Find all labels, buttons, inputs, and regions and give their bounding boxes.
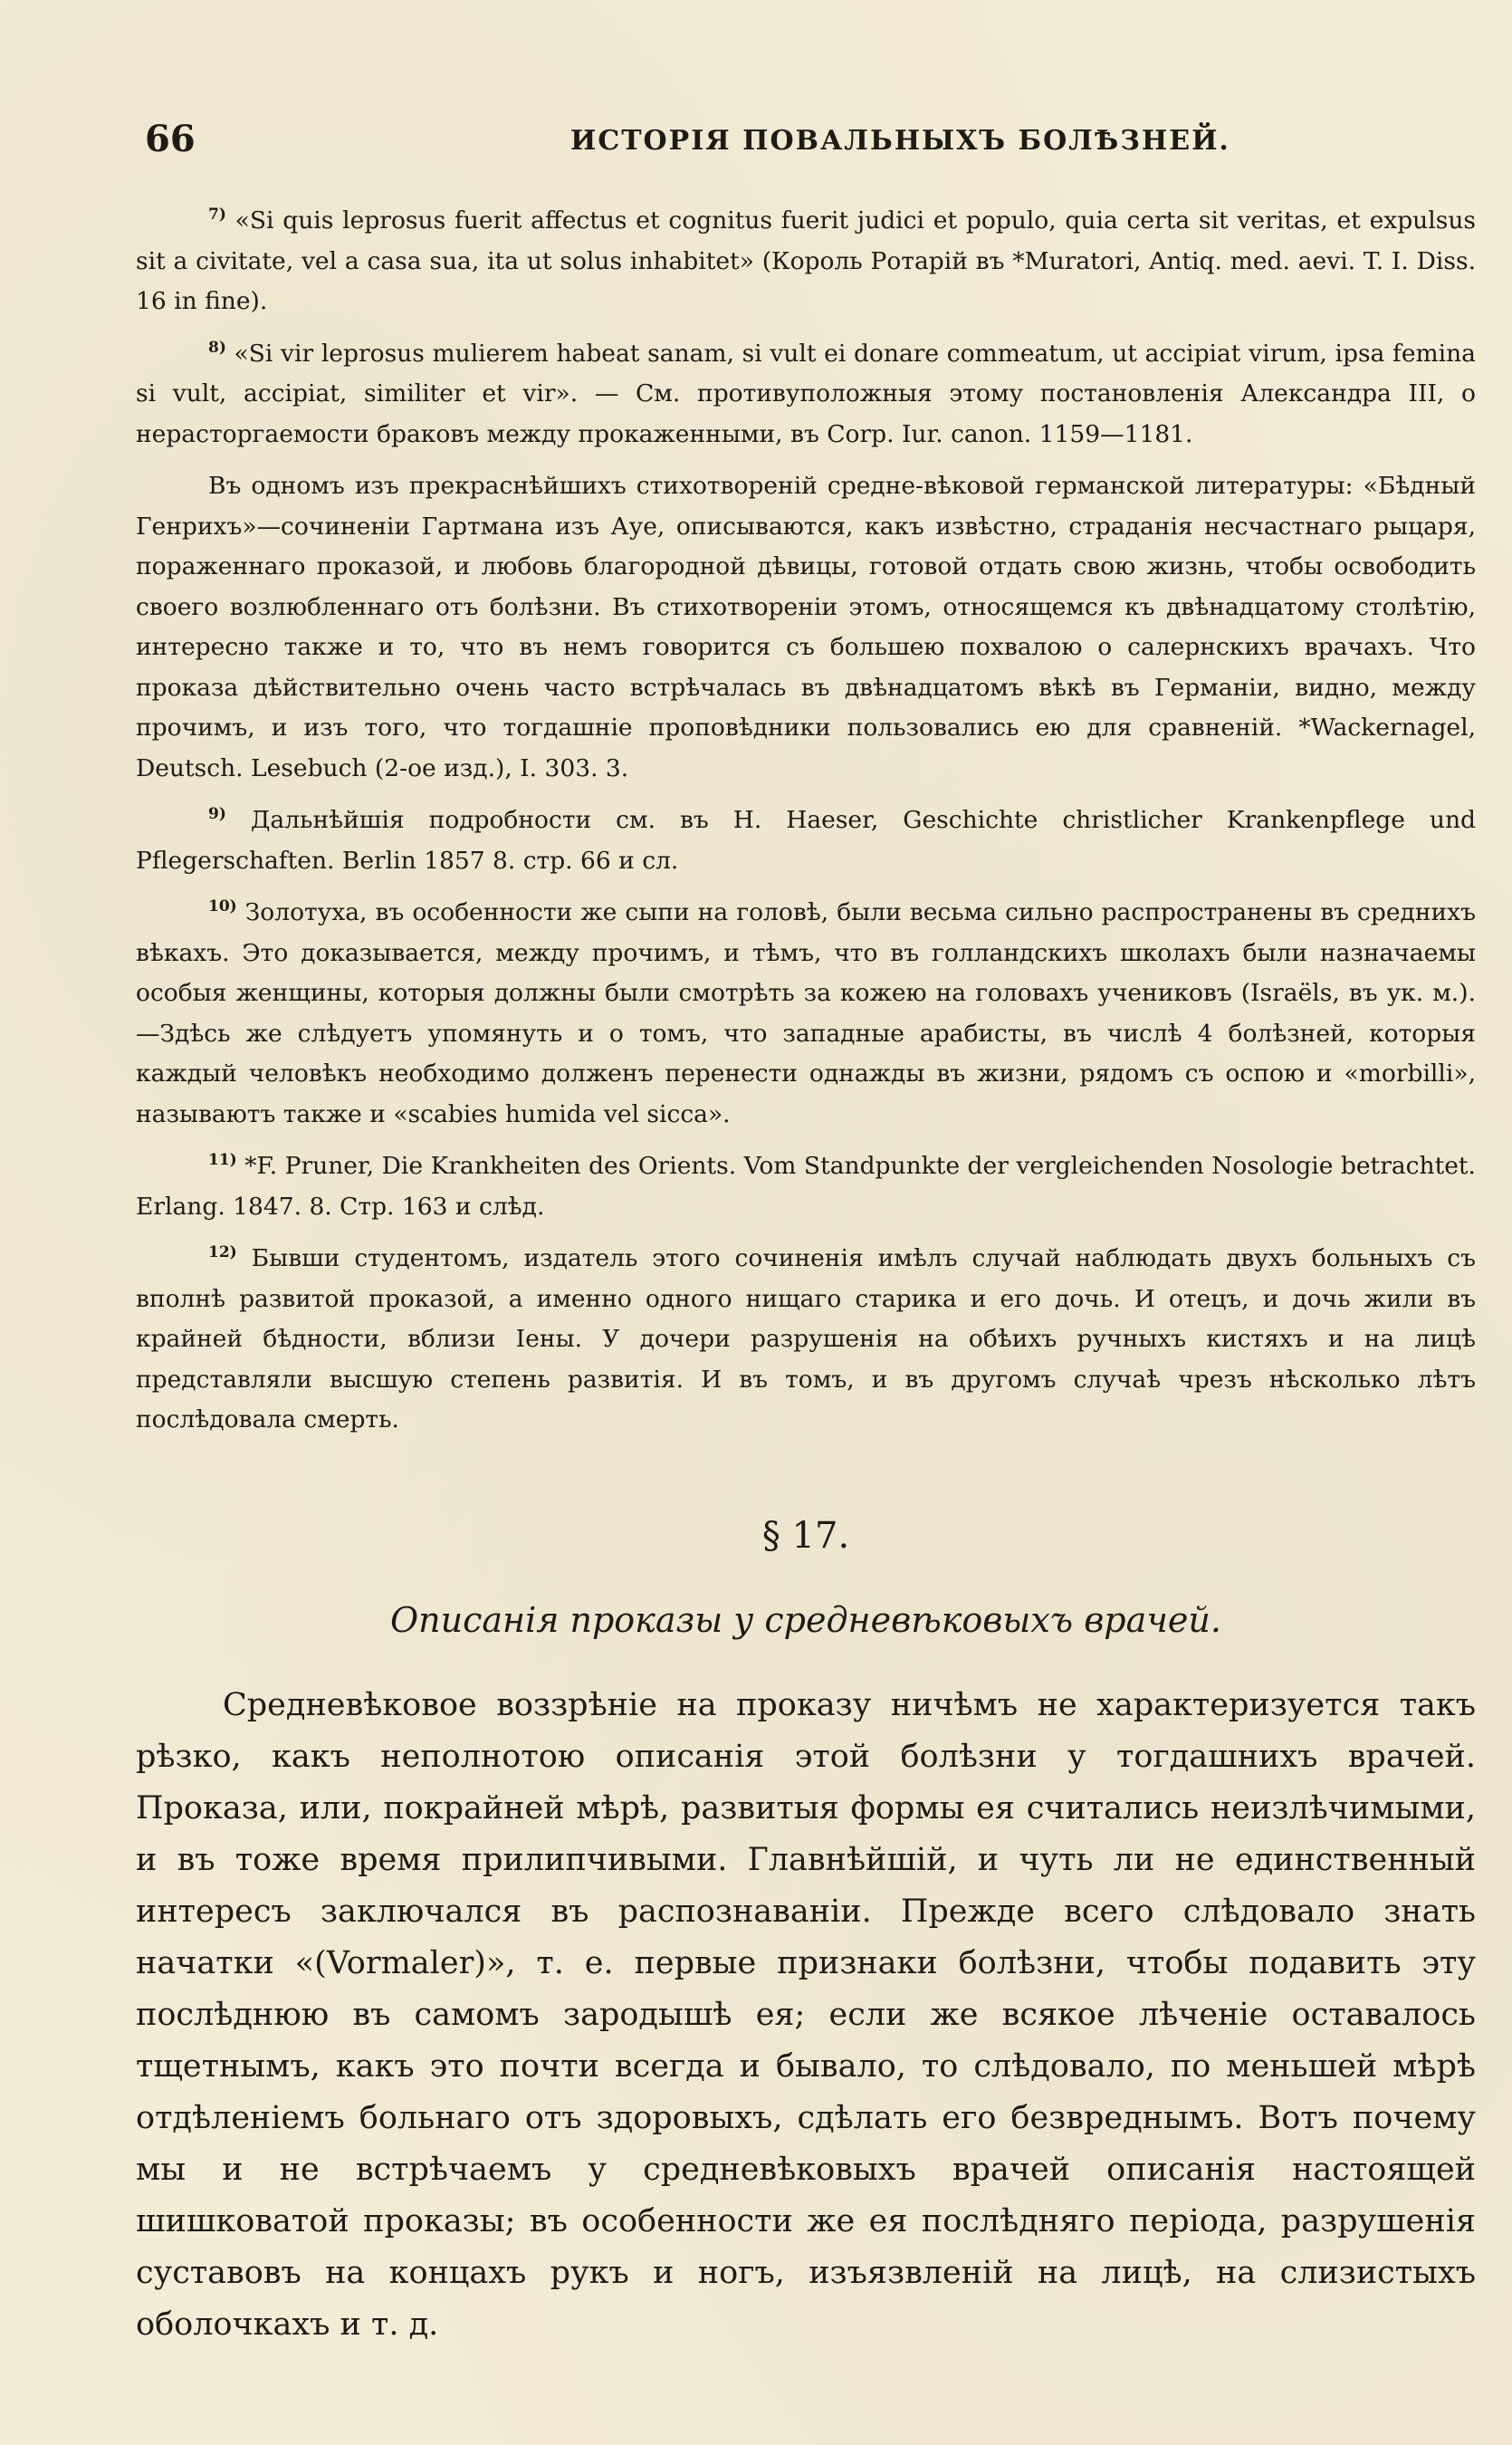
page-number: 66 xyxy=(145,118,196,160)
section-body: Средневѣковое воззрѣніе на проказу ничѣмъ не характеризуется такъ рѣзко, какъ неполнотою описанія этой болѣзни у тогдашнихъ врачей. Проказа, или, покрайней мѣрѣ, развитыя формы ея считались неизлѣчимыми, и въ тоже время прилипчивыми. Главнѣйшій, и чуть ли не единственный интересъ заключался въ распознаваніи. Прежде всего слѣдовало знать начатки «(Vormaler)», т. е. первые признаки болѣзни, чтобы подавить эту послѣднюю въ самомъ зародышѣ ея; если же всякое лѣченіе оставалось тщетнымъ, какъ это почти всегда и бывало, то слѣдовало, по меньшей мѣрѣ отдѣленіемъ больнаго отъ здоровыхъ, сдѣлать его безвреднымъ. Вотъ почему мы и не встрѣчаемъ у средневѣковыхъ врачей описанія настоящей шишковатой проказы; въ особенности же ея послѣдняго періода, разрушенія суставовъ на концахъ рукъ и ногъ, изъязвленій на лицѣ, на слизистыхъ оболочкахъ и т. д. xyxy=(136,1686,1476,2343)
page-header xyxy=(136,109,1476,163)
section-number: § 17. xyxy=(761,1514,850,1557)
footnote-marker: 12) xyxy=(208,1243,237,1262)
footnote-marker: 9) xyxy=(208,805,226,824)
footnote-11 xyxy=(136,1146,1476,1227)
footnote-10 xyxy=(136,893,1476,1135)
footnote-8-continuation xyxy=(136,466,1476,789)
footnote-text: «Si quis leprosus fuerit affectus et cognitus fuerit judici et populo, quia certa sit veritas, et expulsus sit a civitate, vel a casa sua, ita ut solus inhabitet» (Король Ротарій въ *Muratori, Antiq. med. aevi. T. I. Diss. 16 in fine). xyxy=(136,206,1476,315)
footnote-marker: 7) xyxy=(208,206,226,225)
footnote-12 xyxy=(136,1239,1476,1441)
footnote-8 xyxy=(136,334,1476,455)
footnotes xyxy=(136,201,1476,1441)
footnote-text: Золотуха, въ особенности же сыпи на головѣ, были весьма сильно распространены въ среднихъ вѣкахъ. Это доказывается, между прочимъ, и тѣмъ, что въ голландскихъ школахъ были назначаемы особыя женщины, которыя должны были смотрѣть за кожею на головахъ учениковъ (Israëls, въ ук. м.).—Здѣсь же слѣдуетъ упомянуть и о томъ, что западные арабисты, въ числѣ 4 болѣзней, которыя каждый человѣкъ необходимо долженъ перенести однажды въ жизни, рядомъ съ оспою и «morbilli», называютъ также и «scabies humida vel sicca». xyxy=(136,898,1476,1128)
footnote-text: «Si vir leprosus mulierem habeat sanam, si vult ei donare commeatum, ut accipiat virum, ipsa femina si vult, accipiat, similiter et vir». — См. противуположныя этому постановленія Александра III, о нерасторгаемости браковъ между прокаженными, въ Corp. Iur. canon. 1159—1181. xyxy=(136,339,1476,448)
footnote-9 xyxy=(136,801,1476,881)
footnote-marker: 10) xyxy=(208,897,237,916)
footnote-7 xyxy=(136,201,1476,322)
footnote-marker: 8) xyxy=(208,338,226,357)
footnote-text: *F. Pruner, Die Krankheiten des Orients. Vom Standpunkte der vergleichenden Nosologie betrachtet. Erlang. 1847. 8. Стр. 163 и слѣд. xyxy=(136,1152,1476,1221)
footnote-marker: 11) xyxy=(208,1151,237,1170)
footnote-text: Бывши студентомъ, издатель этого сочиненія имѣлъ случай наблюдать двухъ больныхъ съ вполнѣ развитой проказой, а именно одного нищаго старика и его дочь. И отецъ, и дочь жили въ крайней бѣдности, вблизи Іены. У дочери разрушенія на обѣихъ ручныхъ кистяхъ и на лицѣ представляли высшую степень развитія. И въ томъ, и въ другомъ случаѣ чрезъ нѣсколько лѣтъ послѣдовала смерть. xyxy=(136,1244,1476,1433)
footnote-text: Дальнѣйшія подробности см. въ H. Haeser, Geschichte christlicher Krankenpflege und Pflegerschaften. Berlin 1857 8. стр. 66 и сл. xyxy=(136,806,1476,875)
footnote-text: Въ одномъ изъ прекраснѣйшихъ стихотвореній средне-вѣковой германской литературы: «Бѣдный Генрихъ»—сочиненіи Гартмана изъ Ауе, описываются, какъ извѣстно, страданія несчастнаго рыцаря, пораженнаго проказой, и любовь благородной дѣвицы, готовой отдать свою жизнь, чтобы освободить своего возлюбленнаго отъ болѣзни. Въ стихотвореніи этомъ, относящемся къ двѣнадцатому столѣтію, интересно также и то, что въ немъ говорится съ большею похвалою о салернскихъ врачахъ. Что проказа дѣйствительно очень часто встрѣчалась въ двѣнадцатомъ вѣкѣ въ Германіи, видно, между прочимъ, и изъ того, что тогдашніе проповѣдники пользовались ею для сравненій. *Wackernagel, Deutsch. Lesebuch (2-ое изд.), I. 303. 3. xyxy=(136,472,1476,782)
running-title: ИСТОРІЯ ПОВАЛЬНЫХЪ БОЛѢЗНЕЙ. xyxy=(570,125,1230,157)
section-title: Описанія проказы у средневѣковыхъ врачей. xyxy=(390,1599,1221,1640)
